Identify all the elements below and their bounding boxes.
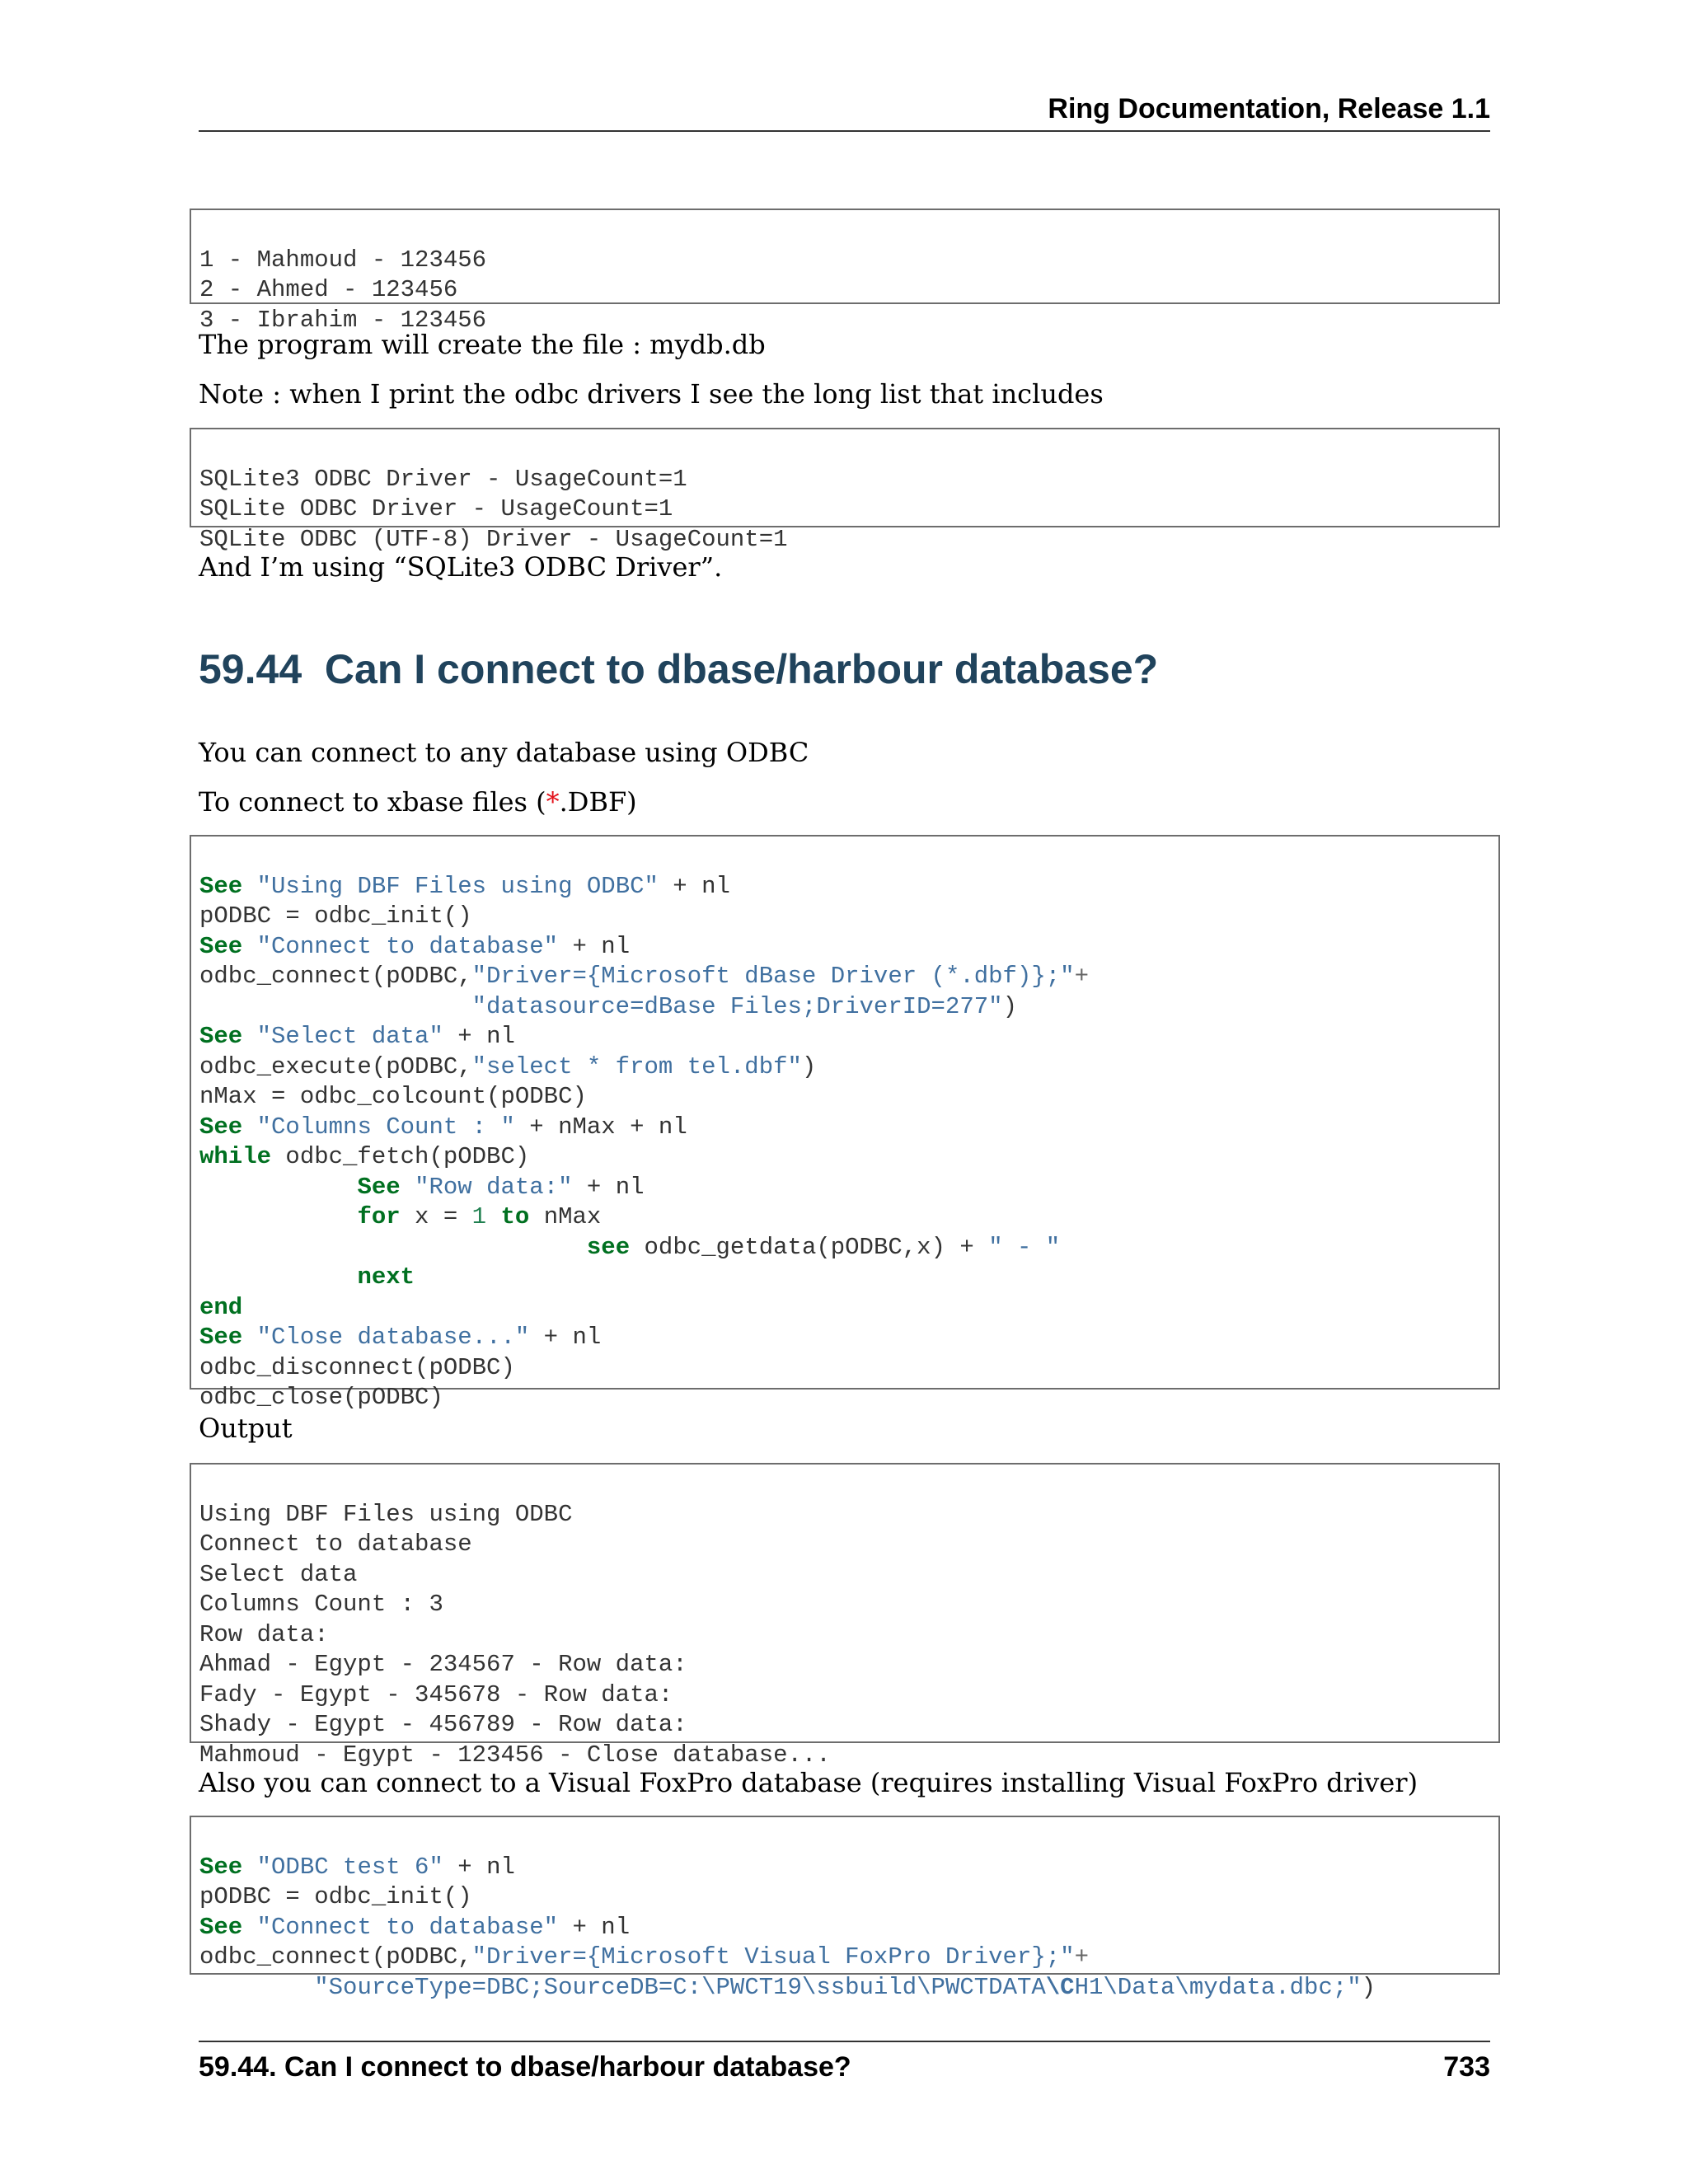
driver-line: SQLite3 ODBC Driver - UsageCount=1 [199, 465, 687, 493]
header-title: Ring Documentation, Release 1.1 [1048, 93, 1490, 124]
output-block-2 [190, 1463, 1500, 1769]
page-footer [199, 2041, 1490, 2087]
code-line: See "Select data" + nl [199, 1023, 515, 1050]
section-heading [199, 644, 1158, 694]
output-line: 1 - Mahmoud - 123456 [199, 246, 487, 274]
code-line: for x = 1 to nMax [357, 1203, 602, 1230]
code-block-dbase [190, 835, 1500, 1411]
page-number: 733 [1443, 2051, 1490, 2083]
code-line: pODBC = odbc_init() [199, 902, 472, 930]
code-line: odbc_connect(pODBC,"Driver={Microsoft dBase Driver (*.dbf)};"+ [199, 963, 1089, 990]
section-title-text: Can I connect to dbase/harbour database? [324, 646, 1159, 692]
xbase-text-prefix: To connect to xbase files ( [199, 786, 546, 818]
output-line: Select data [199, 1560, 358, 1588]
output-block-1 [190, 209, 1500, 334]
driver-line: SQLite ODBC (UTF-8) Driver - UsageCount=1 [199, 525, 788, 553]
page-header [199, 92, 1490, 132]
code-line: See "Connect to database" + nl [199, 1913, 631, 1941]
code-line: odbc_execute(pODBC,"select * from tel.dbf") [199, 1052, 817, 1080]
xbase-text-suffix: .DBF) [559, 786, 637, 818]
paragraph-using: And I’m using “SQLite3 ODBC Driver”. [199, 551, 723, 583]
code-line: See "ODBC test 6" + nl [199, 1853, 515, 1881]
output-line: Mahmoud - Egypt - 123456 - Close database... [199, 1741, 831, 1769]
output-line: Row data: [199, 1620, 329, 1648]
driver-line: SQLite ODBC Driver - UsageCount=1 [199, 495, 673, 523]
code-line: "datasource=dBase Files;DriverID=277") [471, 992, 1017, 1020]
paragraph-note: Note : when I print the odbc drivers I see the long list that includes [199, 378, 1104, 410]
output-line: Using DBF Files using ODBC [199, 1500, 573, 1528]
output-line: Columns Count : 3 [199, 1591, 443, 1618]
code-line: See "Row data:" + nl [357, 1173, 645, 1201]
code-line: odbc_close(pODBC) [199, 1384, 443, 1411]
code-line: See "Using DBF Files using ODBC" + nl [199, 872, 730, 900]
code-line: see odbc_getdata(pODBC,x) + " - " [586, 1233, 1061, 1261]
paragraph-file: The program will create the file : mydb.db [199, 329, 766, 360]
paragraph-xbase [199, 785, 637, 818]
code-line: next [357, 1263, 415, 1291]
output-line: 2 - Ahmed - 123456 [199, 276, 458, 303]
code-block-foxpro [190, 1816, 1500, 2001]
paragraph-foxpro: Also you can connect to a Visual FoxPro database (requires installing Visual FoxPro driver) [199, 1767, 1418, 1798]
code-line: end [199, 1293, 243, 1321]
footer-section: 59.44. Can I connect to dbase/harbour database? [199, 2051, 851, 2083]
output-line: 3 - Ibrahim - 123456 [199, 306, 487, 334]
output-line: Fady - Egypt - 345678 - Row data: [199, 1680, 673, 1708]
code-line: See "Columns Count : " + nMax + nl [199, 1113, 687, 1141]
output-line: Ahmad - Egypt - 234567 - Row data: [199, 1651, 687, 1678]
paragraph-any-database: You can connect to any database using ODBC [199, 737, 809, 768]
code-line: See "Close database..." + nl [199, 1324, 602, 1351]
code-line: "SourceType=DBC;SourceDB=C:\PWCT19\ssbuild\PWCTDATA\CH1\Data\mydata.dbc;") [314, 1973, 1376, 2001]
code-line: nMax = odbc_colcount(pODBC) [199, 1083, 587, 1110]
code-line: odbc_disconnect(pODBC) [199, 1353, 515, 1381]
code-line: odbc_connect(pODBC,"Driver={Microsoft Visual FoxPro Driver};"+ [199, 1943, 1089, 1971]
code-line: pODBC = odbc_init() [199, 1883, 472, 1910]
code-line: See "Connect to database" + nl [199, 932, 631, 960]
paragraph-output: Output [199, 1413, 293, 1444]
driver-list-block [190, 428, 1500, 553]
code-line: while odbc_fetch(pODBC) [199, 1143, 530, 1170]
section-number: 59.44 [199, 646, 302, 692]
output-line: Shady - Egypt - 456789 - Row data: [199, 1711, 687, 1738]
asterisk: * [546, 786, 560, 818]
output-line: Connect to database [199, 1530, 472, 1558]
